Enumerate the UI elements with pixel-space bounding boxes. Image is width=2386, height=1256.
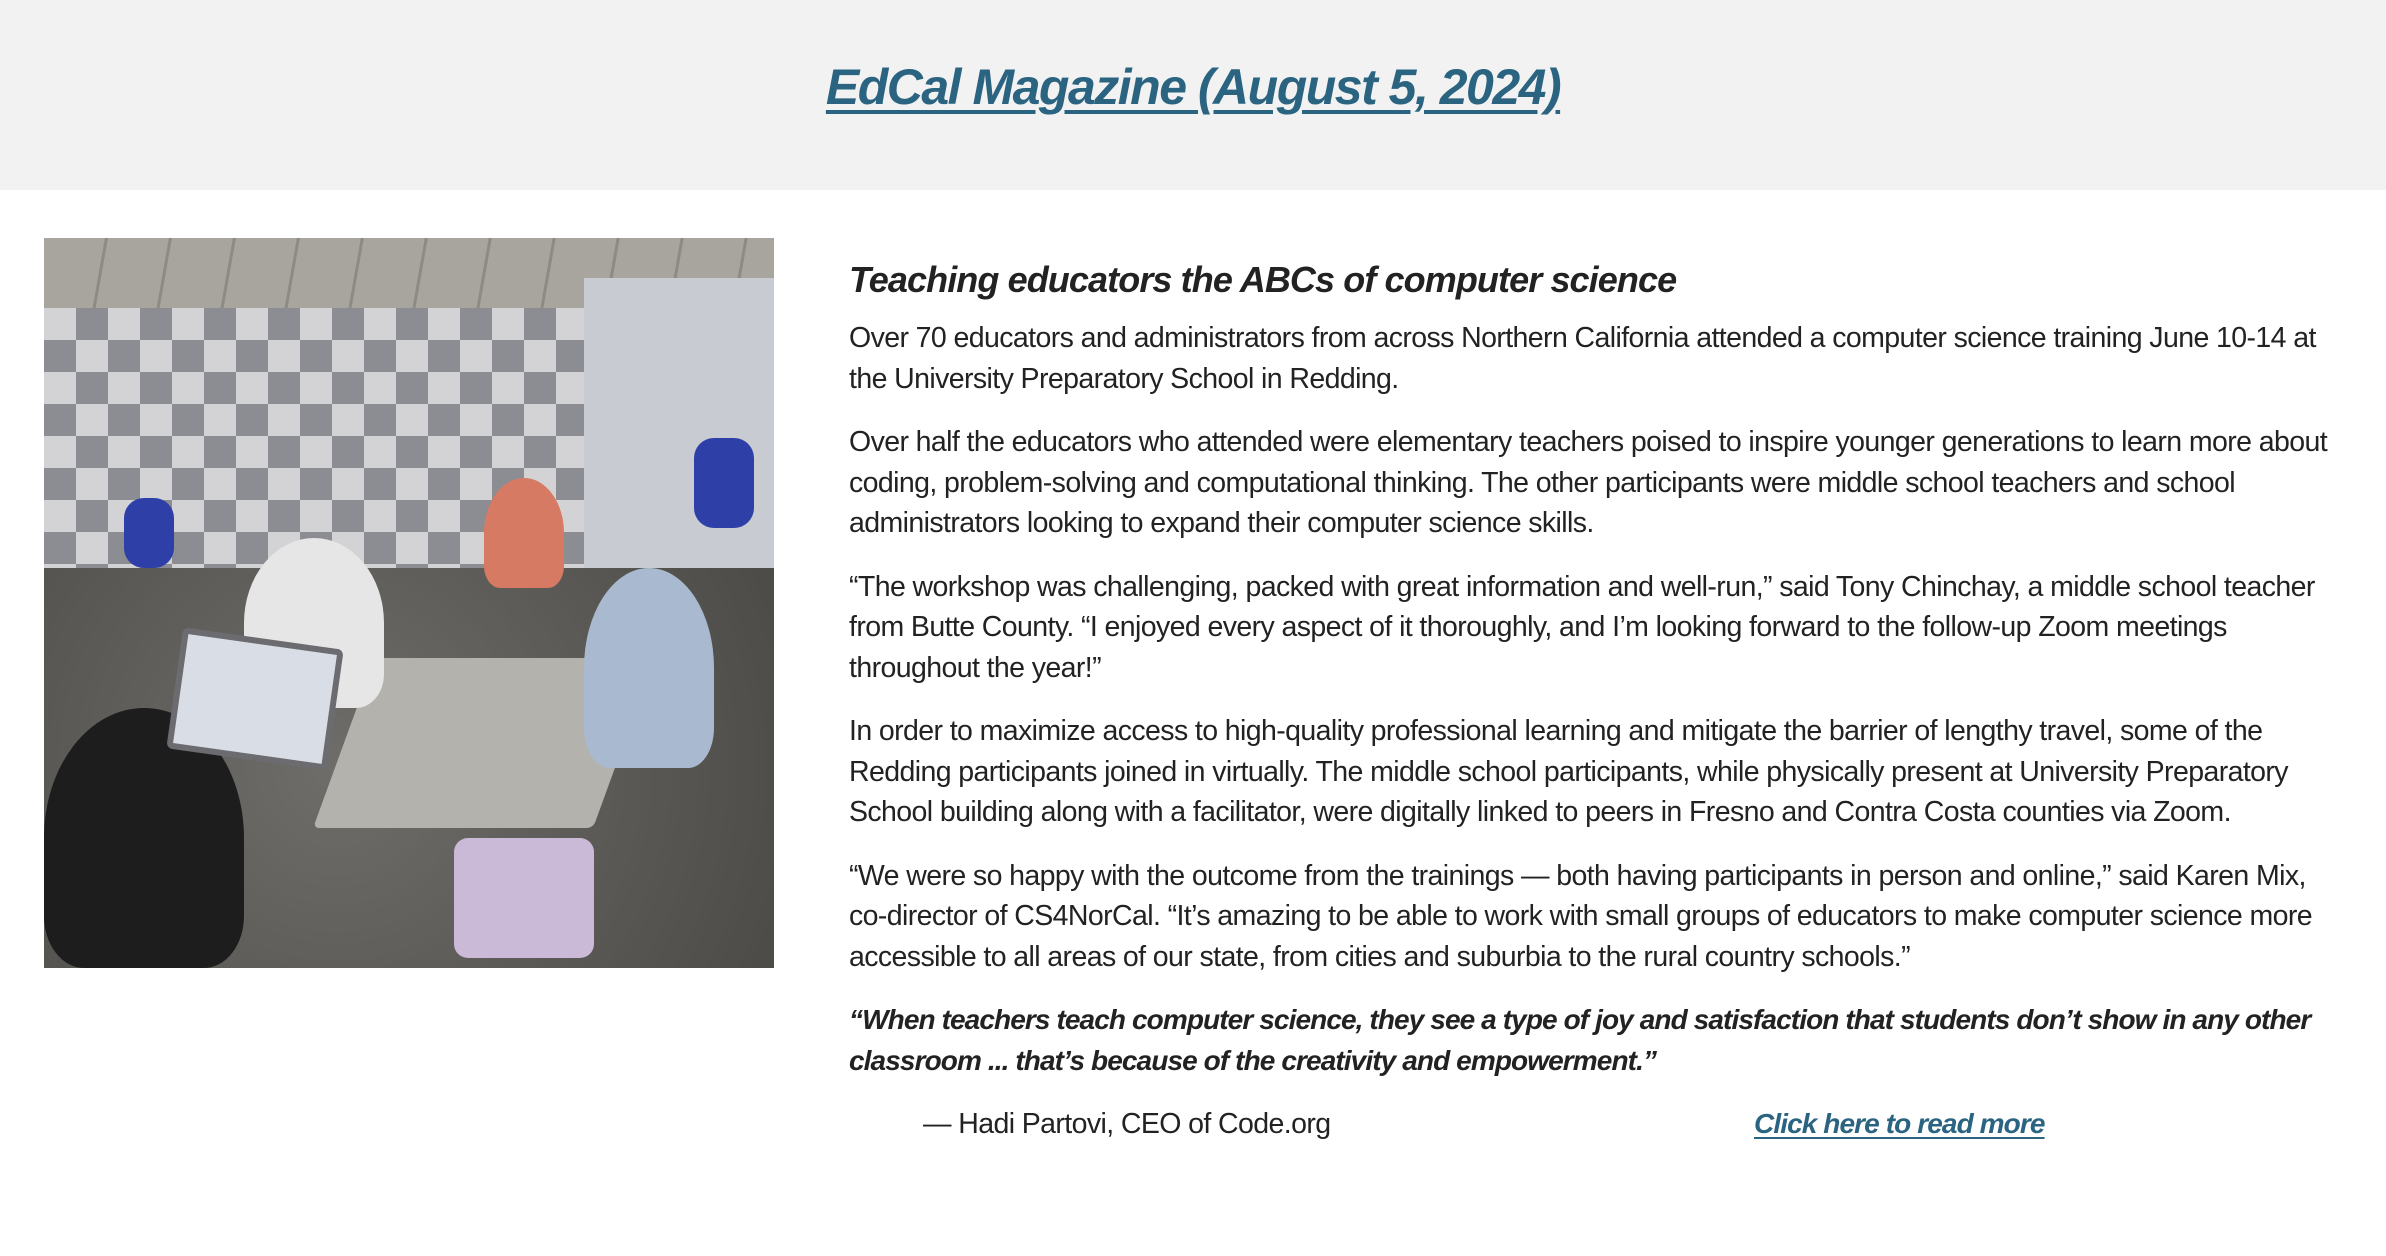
quote-attribution: — Hadi Partovi, CEO of Code.org	[923, 1108, 1331, 1140]
photo-chair	[124, 498, 174, 568]
photo-chair	[694, 438, 754, 528]
article-body	[849, 254, 2349, 1148]
article-paragraph: “We were so happy with the outcome from the trainings — both having participants in person and online,” said Karen Mix, co-director of CS4NorCal. “It’s amazing to be able to work with small groups of educators to make computer science more accessible to all areas of our state, from cities and suburbia to the rural country schools.”	[849, 859, 2312, 973]
quote-footer	[849, 1104, 2349, 1148]
photo-side-wall	[584, 278, 774, 598]
article-headline: Teaching educators the ABCs of computer science	[849, 259, 1677, 300]
magazine-title-link[interactable]: EdCal Magazine (August 5, 2024)	[825, 59, 1561, 115]
article-paragraph: Over half the educators who attended were elementary teachers poised to inspire younger generations to learn more about coding, problem-solving and computational thinking. The other participants were middle school teachers and school administrators looking to expand their computer science skills.	[849, 426, 2328, 539]
photo-laptop	[166, 627, 343, 770]
page-header	[0, 0, 2386, 190]
article-photo	[44, 238, 774, 968]
photo-bag	[454, 838, 594, 958]
photo-person	[584, 568, 714, 768]
read-more-link[interactable]: Click here to read more	[1754, 1108, 2045, 1139]
pull-quote: “When teachers teach computer science, they see a type of joy and satisfaction that students don’t show in any other classroom ... that’s because of the creativity and empowerment.”	[849, 1004, 2311, 1076]
article-paragraph: Over 70 educators and administrators from across Northern California attended a computer science training June 10-14 at the University Preparatory School in Redding.	[849, 322, 2316, 395]
article-paragraph: “The workshop was challenging, packed with great information and well-run,” said Tony Chinchay, a middle school teacher from Butte County. “I enjoyed every aspect of it thoroughly, and I’m looking forward to the follow-up Zoom meetings throughout the year!”	[849, 570, 2315, 684]
article-paragraph: In order to maximize access to high-quality professional learning and mitigate the barrier of lengthy travel, some of the Redding participants joined in virtually. The middle school participants, while physically present at University Preparatory School building along with a facilitator, were digitally linked to peers in Fresno and Contra Costa counties via Zoom.	[849, 715, 2288, 828]
photo-person	[484, 478, 564, 588]
